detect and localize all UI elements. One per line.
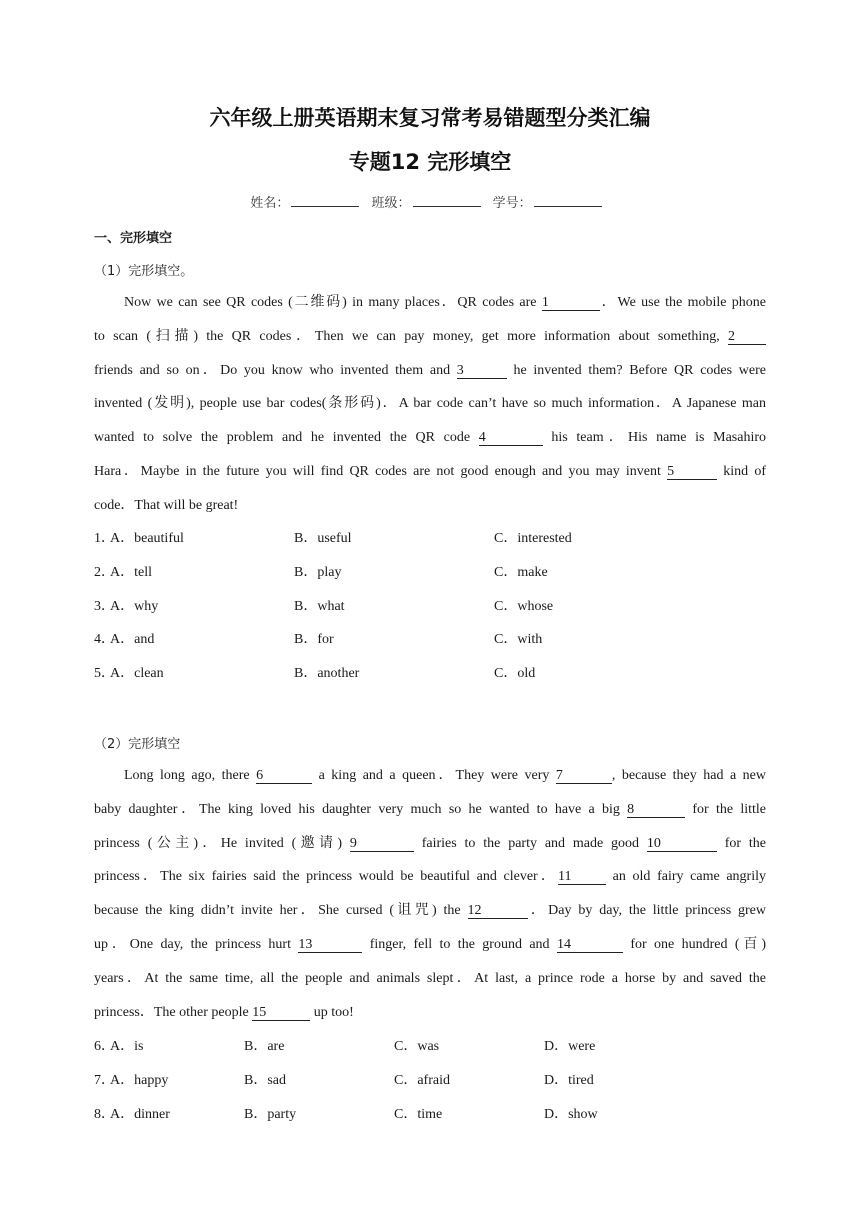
answer-blank[interactable]: 8	[627, 802, 685, 818]
question-number: 5．	[94, 666, 115, 682]
question-row	[94, 1036, 766, 1070]
answer-option[interactable]: A．dinner	[110, 1106, 170, 1122]
passage-text: for the little	[685, 801, 767, 817]
passage-text: Now we can see QR codes (二维码) in many places．QR codes are	[124, 295, 542, 310]
passage-line	[94, 393, 766, 427]
answer-option[interactable]: C．make	[494, 564, 548, 580]
answer-option[interactable]: D．show	[544, 1106, 598, 1122]
passage-text: princess．The six fairies said the princess would be beautiful and clever．	[94, 869, 559, 885]
answer-blank[interactable]: 3	[457, 363, 507, 379]
part1-questions	[94, 528, 766, 697]
passage-text: because the king didn’t invite her．She cursed (诅咒) the	[94, 903, 468, 919]
answer-option[interactable]: A．is	[110, 1039, 144, 1054]
question-row	[94, 629, 766, 663]
answer-blank[interactable]: 4	[479, 430, 543, 446]
document-subtitle: 专题12 完形填空	[348, 150, 512, 174]
name-label: 姓名：	[250, 196, 290, 211]
answer-blank[interactable]: 2	[728, 329, 766, 345]
question-row	[94, 663, 766, 697]
part2-questions	[94, 1036, 766, 1137]
answer-option[interactable]: C．with	[494, 632, 543, 648]
passage-text: ．We use the mobile phone	[599, 295, 766, 310]
answer-option[interactable]: A．and	[110, 632, 155, 648]
answer-option[interactable]: A．happy	[110, 1072, 169, 1088]
answer-blank[interactable]: 11	[558, 869, 606, 885]
question-row	[94, 596, 766, 630]
answer-option[interactable]: B．what	[294, 598, 345, 614]
part1-label: （1）完形填空。	[94, 264, 194, 279]
passage-line	[94, 934, 766, 968]
passage-line	[94, 968, 766, 1002]
question-number: 4．	[94, 632, 115, 648]
answer-blank[interactable]: 5	[667, 464, 717, 480]
class-label: 班级：	[371, 196, 411, 211]
passage-line	[94, 765, 766, 799]
part1-passage	[94, 292, 766, 529]
answer-option[interactable]: D．were	[544, 1039, 596, 1054]
passage-text: kind of	[717, 463, 766, 479]
answer-option[interactable]: B．another	[294, 666, 360, 682]
passage-line	[94, 495, 766, 529]
passage-line	[94, 866, 766, 900]
passage-text: invented (发明), people use bar codes(条形码)．A bar code can’t have so much information．A Japanese man	[94, 396, 766, 412]
question-row	[94, 1104, 766, 1138]
passage-text: baby daughter．The king loved his daughter very much so he wanted to have a big	[94, 801, 628, 817]
answer-blank[interactable]: 1	[542, 295, 600, 311]
passage-text: up．One day, the princess hurt	[94, 936, 299, 952]
passage-text: wanted to solve the problem and he invented the QR code	[94, 430, 479, 446]
passage-text: , because they had a new	[611, 768, 766, 783]
passage-line	[94, 799, 766, 833]
passage-text: for the	[716, 835, 766, 851]
answer-option[interactable]: A．clean	[110, 666, 164, 682]
passage-text: for one hundred (百)	[622, 936, 766, 952]
question-number: 8．	[94, 1106, 115, 1122]
passage-text: Long long ago, there	[124, 768, 257, 783]
answer-option[interactable]: C．old	[494, 666, 536, 682]
answer-option[interactable]: B．for	[294, 632, 334, 648]
answer-option[interactable]: C．whose	[494, 598, 554, 614]
passage-line	[94, 326, 766, 360]
id-label: 学号：	[492, 196, 532, 211]
answer-blank[interactable]: 15	[252, 1005, 310, 1021]
question-row	[94, 528, 766, 562]
passage-text: he invented them? Before QR codes were	[506, 362, 766, 378]
passage-text: Hara．Maybe in the future you will find QR codes are not good enough and you may invent	[94, 463, 668, 479]
student-info-line	[0, 192, 860, 211]
question-row	[94, 1070, 766, 1104]
answer-option[interactable]: B．are	[244, 1039, 285, 1054]
name-field[interactable]	[291, 194, 359, 207]
id-field[interactable]	[534, 194, 602, 207]
answer-blank[interactable]: 6	[256, 768, 312, 784]
answer-option[interactable]: A．tell	[110, 564, 152, 580]
passage-text: a king and a queen．They were very	[312, 768, 556, 783]
question-number: 1．	[94, 531, 115, 546]
answer-blank[interactable]: 14	[557, 937, 623, 953]
question-number: 7．	[94, 1072, 115, 1088]
passage-text: friends and so on．Do you know who invented them and	[94, 362, 457, 378]
answer-blank[interactable]: 13	[298, 937, 362, 953]
passage-line	[94, 1002, 766, 1036]
answer-blank[interactable]: 12	[468, 903, 528, 919]
passage-text: princess (公主)．He invited (邀请)	[94, 835, 350, 851]
answer-option[interactable]: C．afraid	[394, 1072, 450, 1088]
answer-blank[interactable]: 9	[350, 836, 414, 852]
passage-line	[94, 461, 766, 495]
passage-text: his team．His name is Masahiro	[542, 430, 766, 446]
passage-text: up too!	[310, 1004, 354, 1020]
answer-option[interactable]: B．play	[294, 564, 342, 580]
part2-passage	[94, 765, 766, 1035]
answer-option[interactable]: B．party	[244, 1106, 297, 1122]
question-number: 2．	[94, 564, 115, 580]
passage-text: to scan (扫描) the QR codes．Then we can pay money, get more information about something,	[94, 328, 728, 344]
passage-text: code．That will be great!	[94, 497, 239, 513]
document-title: 六年级上册英语期末复习常考易错题型分类汇编	[209, 106, 651, 130]
part2-label: （2）完形填空	[94, 737, 181, 752]
answer-option[interactable]: B．useful	[294, 531, 352, 546]
passage-text: ．Day by day, the little princess grew	[527, 903, 766, 919]
question-row	[94, 562, 766, 596]
answer-blank[interactable]: 7	[556, 768, 612, 784]
passage-line	[94, 360, 766, 394]
section-heading: 一、完形填空	[94, 231, 173, 246]
answer-option[interactable]: A．beautiful	[110, 531, 184, 546]
question-number: 6．	[94, 1039, 115, 1054]
passage-line	[94, 833, 766, 867]
answer-option[interactable]: C．time	[394, 1106, 443, 1122]
question-number: 3．	[94, 598, 115, 614]
passage-line	[94, 900, 766, 934]
answer-option[interactable]: C．interested	[494, 531, 572, 546]
passage-text: princess．The other people	[94, 1004, 253, 1020]
answer-blank[interactable]: 10	[647, 836, 717, 852]
answer-option[interactable]: D．tired	[544, 1072, 594, 1088]
passage-line	[94, 427, 766, 461]
passage-line	[94, 292, 766, 326]
passage-text: an old fairy came angrily	[606, 869, 766, 885]
class-field[interactable]	[413, 194, 481, 207]
answer-option[interactable]: B．sad	[244, 1072, 286, 1088]
answer-option[interactable]: A．why	[110, 598, 159, 614]
answer-option[interactable]: C．was	[394, 1039, 440, 1054]
passage-text: finger, fell to the ground and	[362, 936, 557, 952]
passage-text: years．At the same time, all the people and animals slept．At last, a prince rode a horse by and saved the	[94, 970, 766, 986]
passage-text: fairies to the party and made good	[413, 835, 647, 851]
